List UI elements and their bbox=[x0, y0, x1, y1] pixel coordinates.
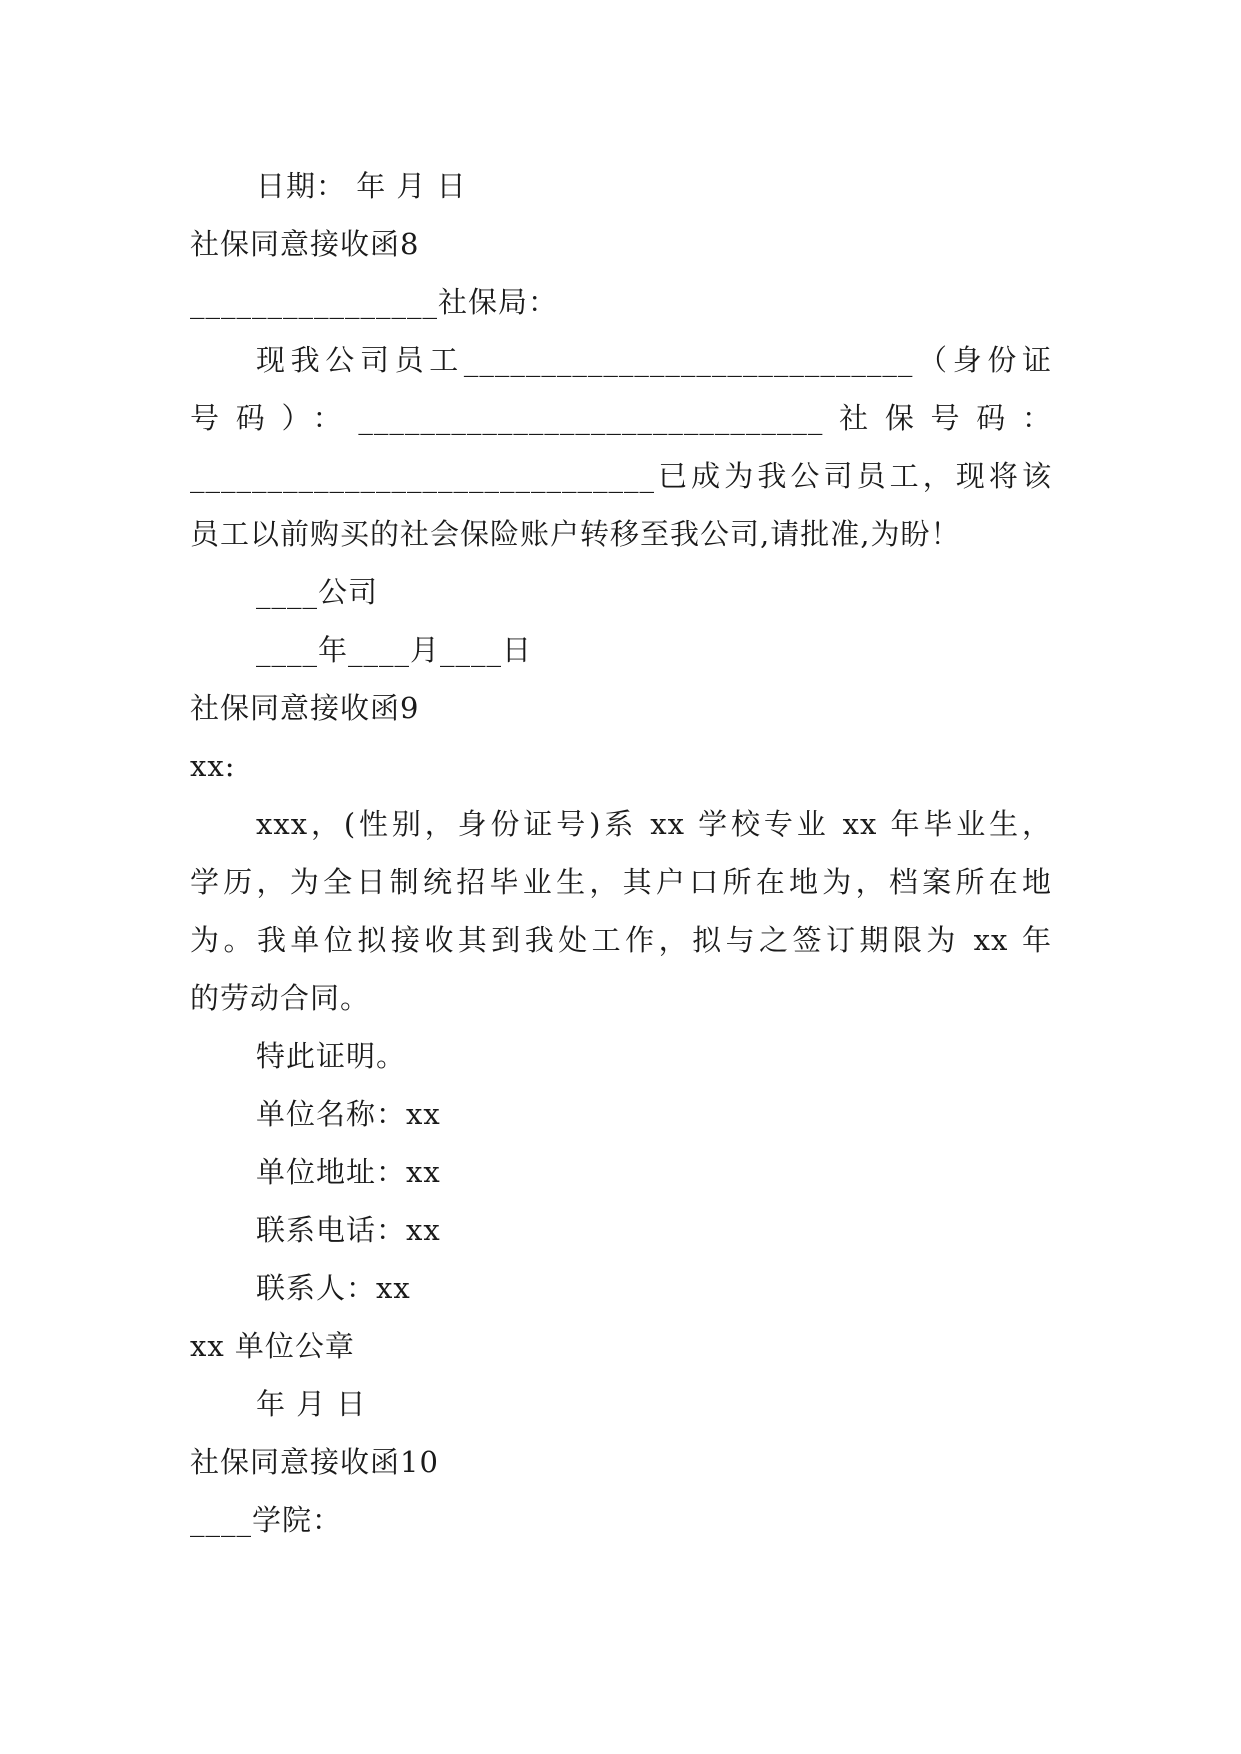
body-line: 为。我单位拟接收其到我处工作，拟与之签订期限为 xx 年 bbox=[190, 923, 1052, 957]
addressee-line: ________________社保局： bbox=[190, 285, 559, 319]
company-line: ____公司 bbox=[256, 575, 379, 609]
unit-seal: xx 单位公章 bbox=[190, 1329, 355, 1363]
section-title-8: 社保同意接收函8 bbox=[190, 227, 420, 261]
section-title-9: 社保同意接收函9 bbox=[190, 691, 420, 725]
contact-person: 联系人：xx bbox=[256, 1271, 411, 1305]
body-line: 号码）：______________________________社保号码： bbox=[190, 401, 1052, 435]
body-line: 的劳动合同。 bbox=[190, 981, 371, 1015]
body-line: ______________________________已成为我公司员工，现将该 bbox=[190, 459, 1052, 493]
body-line: 员工以前购买的社会保险账户转移至我公司,请批准,为盼！ bbox=[190, 517, 961, 551]
salutation: xx: bbox=[190, 749, 236, 783]
addressee-line: ____学院： bbox=[190, 1503, 343, 1537]
body-line: 现我公司员工_____________________________（身份证 bbox=[256, 343, 1052, 377]
unit-name: 单位名称：xx bbox=[256, 1097, 441, 1131]
unit-address: 单位地址：xx bbox=[256, 1155, 441, 1189]
date-line: 年 月 日 bbox=[256, 1387, 367, 1421]
date-blank-line: ____年____月____日 bbox=[256, 633, 533, 667]
certify-line: 特此证明。 bbox=[256, 1039, 407, 1073]
contact-phone: 联系电话：xx bbox=[256, 1213, 441, 1247]
body-line: xxx，(性别，身份证号)系 xx 学校专业 xx 年毕业生， bbox=[256, 807, 1052, 841]
section-title-10: 社保同意接收函10 bbox=[190, 1445, 439, 1479]
date-line: 日期： 年 月 日 bbox=[256, 169, 467, 203]
body-line: 学历，为全日制统招毕业生，其户口所在地为，档案所在地 bbox=[190, 865, 1052, 899]
